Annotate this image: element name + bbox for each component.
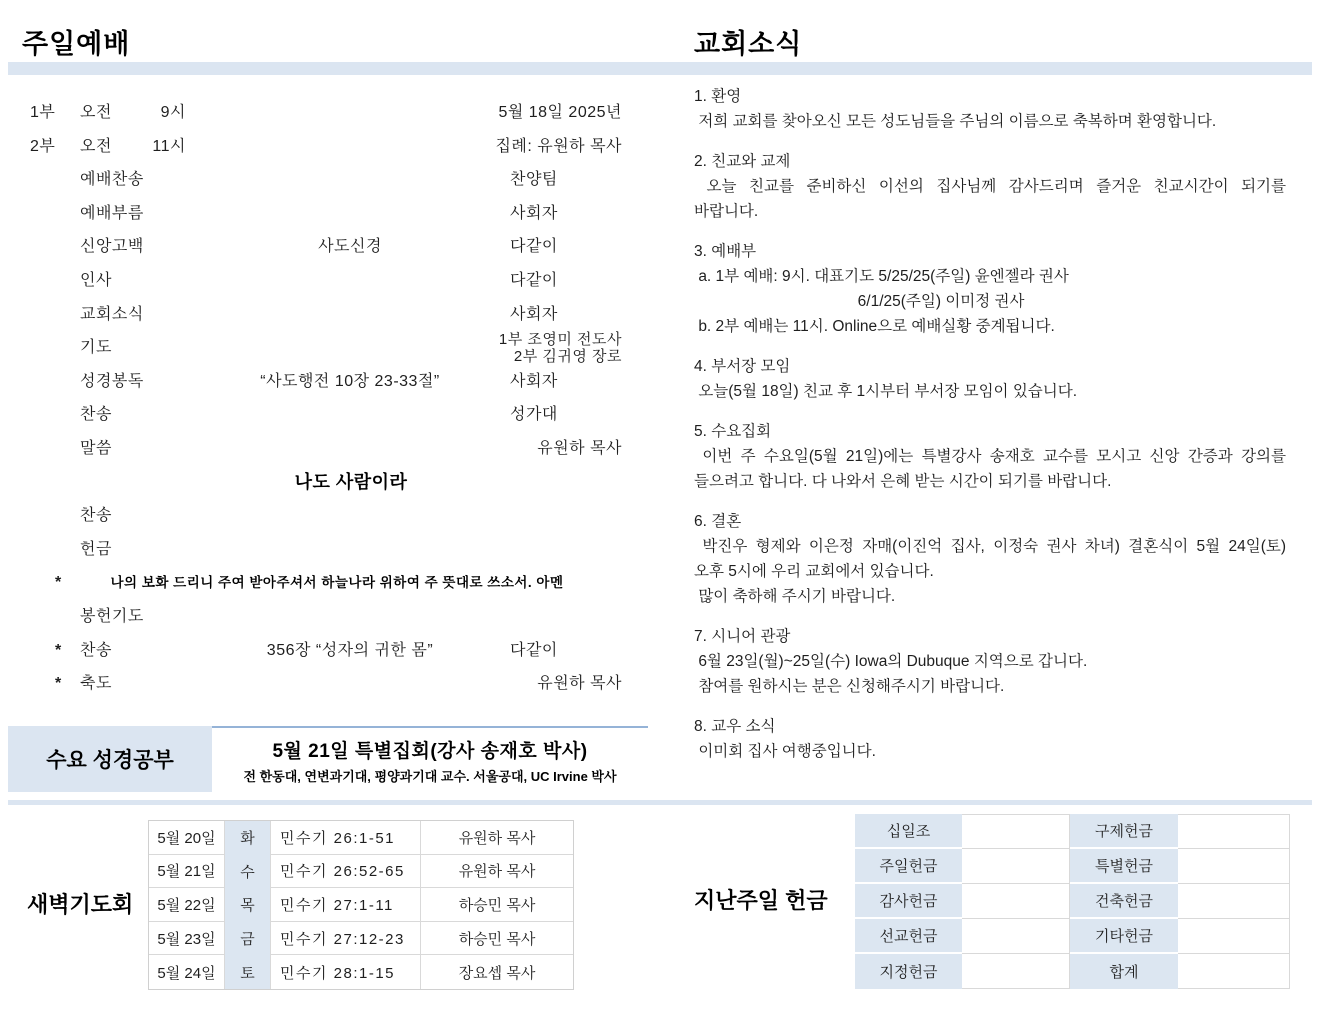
news-item-title: 5. 수요집회	[694, 423, 772, 440]
offering-category: 구제헌금	[1070, 814, 1178, 849]
order-role: 찬양팀	[510, 171, 558, 189]
order-label: 오전 9시	[80, 104, 186, 121]
dawn-passage: 민수기 27:12-23	[271, 922, 421, 956]
news-item-line: 박진우 형제와 이은정 자매(이진억 집사, 이정숙 권사 차녀) 결혼식이 5월 24일(토)	[694, 538, 1286, 555]
news-item	[694, 84, 1286, 134]
header-divider-bar	[8, 62, 1312, 75]
news-item-line: 들으려고 합니다. 다 나와서 은혜 받는 시간이 되기를 바랍니다.	[694, 473, 1112, 490]
worship-section-title: 주일예배	[22, 29, 131, 59]
order-label: 신앙고백	[80, 238, 144, 256]
dawn-day: 토	[225, 955, 271, 989]
sermon-title-row	[14, 466, 630, 500]
dawn-pastor: 장요셉 목사	[458, 964, 536, 982]
offering-prayer-text: 나의 보화 드리니 주여 받아주셔서 하늘나라 위하여 주 뜻대로 쓰소서. 아멘	[110, 575, 564, 591]
order-label: 봉헌기도	[80, 607, 144, 625]
news-item-line: 많이 축하해 주시기 바랍니다.	[694, 588, 896, 605]
news-item-line: 이미회 집사 여행중입니다.	[694, 743, 876, 760]
offering-category: 선교헌금	[855, 919, 962, 954]
worship-row-prayer	[14, 331, 630, 365]
offering-table	[855, 814, 1290, 989]
news-item	[694, 354, 1286, 404]
news-item-title: 8. 교우 소식	[694, 718, 776, 735]
asterisk-marker: *	[55, 641, 62, 659]
benediction-pastor: 유원하 목사	[537, 675, 622, 693]
order-label: 축도	[80, 675, 112, 693]
order-role: 다같이	[510, 238, 558, 256]
bible-study-section	[8, 726, 648, 792]
offering-category: 십일조	[855, 814, 962, 849]
order-role: 다같이	[510, 271, 558, 289]
news-item-line: 오늘(5월 18일) 친교 후 1시부터 부서장 모임이 있습니다.	[694, 383, 1078, 400]
news-item-line: 오후 5시에 우리 교회에서 있습니다.	[694, 563, 934, 580]
offering-amount	[962, 919, 1070, 954]
asterisk-marker: *	[55, 574, 62, 592]
dawn-pastor: 유원하 목사	[421, 821, 573, 855]
order-role: 사회자	[510, 204, 558, 222]
dawn-date: 5월 20일	[149, 821, 225, 855]
dawn-passage: 민수기 26:52-65	[271, 855, 421, 889]
service-part: 1부	[30, 104, 56, 121]
order-role: 사회자	[510, 305, 558, 323]
order-role: 다같이	[510, 641, 558, 659]
order-label: 말씀	[80, 439, 112, 457]
dawn-passage: 민수기 27:1-11	[271, 888, 421, 922]
offering-prayer-row	[14, 566, 630, 600]
worship-row	[14, 432, 630, 466]
order-label: 예배찬송	[80, 171, 144, 189]
dawn-date: 5월 22일	[149, 888, 225, 922]
offering-amount	[962, 884, 1070, 919]
news-item-title: 3. 예배부	[694, 243, 757, 260]
order-role: 성가대	[510, 406, 558, 424]
dawn-pastor: 유원하 목사	[421, 855, 573, 889]
dawn-pastor: 하승민 목사	[421, 922, 573, 956]
dawn-date: 5월 24일	[149, 955, 225, 989]
section-divider-bar	[8, 800, 1312, 805]
offering-category: 주일헌금	[855, 849, 962, 884]
offering-amount	[1178, 849, 1290, 884]
worship-row	[14, 600, 630, 634]
offering-category: 기타헌금	[1070, 919, 1178, 954]
news-item	[694, 714, 1286, 764]
news-item-title: 7. 시니어 관광	[694, 628, 791, 645]
news-item-line: 오늘 친교를 준비하신 이선의 집사님께 감사드리며 즐거운 친교시간이 되기를	[694, 178, 1286, 195]
worship-row	[14, 163, 630, 197]
preacher-name: 유원하 목사	[537, 439, 622, 457]
asterisk-marker: *	[55, 675, 62, 693]
order-label: 찬송	[80, 641, 112, 659]
scripture-reference: “사도행전 10장 23-33절”	[260, 372, 440, 390]
order-label: 인사	[80, 271, 112, 289]
news-item-line: 참여를 원하시는 분은 신청해주시기 바랍니다.	[694, 678, 1005, 695]
dawn-passage: 민수기 26:1-51	[271, 821, 421, 855]
order-label: 예배부름	[80, 204, 144, 222]
dawn-prayer-table	[148, 820, 574, 990]
service-part: 2부	[30, 137, 56, 155]
sermon-title: 나도 사람이라	[294, 471, 408, 492]
worship-row	[14, 230, 630, 264]
dawn-date: 5월 21일	[149, 855, 225, 889]
order-label: 성경봉독	[80, 372, 144, 390]
service-date: 5월 18일 2025년	[498, 104, 622, 121]
dawn-passage: 민수기 28:1-15	[271, 955, 421, 989]
news-item-title: 1. 환영	[694, 88, 742, 105]
order-label: 찬송	[80, 406, 112, 424]
offering-amount	[962, 954, 1070, 989]
offering-amount	[1178, 814, 1290, 849]
officiant: 집례: 유원하 목사	[495, 137, 622, 155]
news-item-line: 6/1/25(주일) 이미정 권사	[694, 293, 1025, 310]
worship-row	[14, 667, 630, 701]
order-label: 교회소식	[80, 305, 144, 323]
offering-category: 건축헌금	[1070, 884, 1178, 919]
dawn-day: 수	[225, 855, 271, 889]
order-label: 오전 11시	[80, 137, 186, 155]
worship-row	[14, 130, 630, 164]
worship-row	[14, 197, 630, 231]
worship-row	[14, 398, 630, 432]
offering-label: 지난주일 헌금	[694, 888, 828, 913]
offering-category: 특별헌금	[1070, 849, 1178, 884]
bible-study-title: 5월 21일 특별집회(강사 송재호 박사)	[272, 741, 588, 762]
worship-order	[14, 96, 630, 701]
bible-study-label: 수요 성경공부	[8, 726, 212, 792]
worship-row	[14, 298, 630, 332]
dawn-day: 목	[225, 888, 271, 922]
news-item-line: 저희 교회를 찾아오신 모든 성도님들을 주님의 이름으로 축복하며 환영합니다.	[694, 113, 1217, 130]
news-item-line: 이번 주 수요일(5월 21일)에는 특별강사 송재호 교수를 모시고 신앙 간증과 강의를	[694, 448, 1286, 465]
offering-category: 감사헌금	[855, 884, 962, 919]
offering-amount	[962, 849, 1070, 884]
worship-row	[14, 365, 630, 399]
worship-row	[14, 264, 630, 298]
offering-category: 합계	[1070, 954, 1178, 989]
order-label: 찬송	[80, 507, 112, 525]
hymn-title: 356장 “성자의 귀한 몸”	[266, 641, 434, 659]
order-detail: 사도신경	[318, 238, 382, 256]
bible-study-subtitle: 전 한동대, 연변과기대, 평양과기대 교수. 서울공대, UC Irvine 박사	[243, 769, 617, 784]
news-item-line: a. 1부 예배: 9시. 대표기도 5/25/25(주일) 윤엔젤라 권사	[694, 268, 1069, 285]
news-item-line: b. 2부 예배는 11시. Online으로 예배실황 중계됩니다.	[694, 318, 1055, 335]
worship-row	[14, 634, 630, 668]
order-label: 기도	[80, 339, 112, 357]
order-role: 사회자	[510, 372, 558, 390]
dawn-pastor: 하승민 목사	[421, 888, 573, 922]
news-section-title: 교회소식	[694, 29, 803, 59]
offering-amount	[1178, 954, 1290, 989]
worship-row	[14, 499, 630, 533]
offering-amount	[1178, 884, 1290, 919]
news-item-title: 6. 결혼	[694, 513, 742, 530]
offering-amount	[1178, 919, 1290, 954]
dawn-date: 5월 23일	[149, 922, 225, 956]
offering-amount	[962, 814, 1070, 849]
dawn-day: 화	[225, 821, 271, 855]
news-item-title: 2. 친교와 교제	[694, 153, 791, 170]
news-item-line: 6월 23일(월)~25일(수) Iowa의 Dubuque 지역으로 갑니다.	[694, 653, 1088, 670]
news-item	[694, 509, 1286, 609]
offering-category: 지정헌금	[855, 954, 962, 989]
prayer-leader-2: 2부 김귀영 장로	[513, 347, 622, 365]
news-item	[694, 624, 1286, 699]
news-item	[694, 419, 1286, 494]
worship-row	[14, 533, 630, 567]
news-item	[694, 239, 1286, 339]
church-news	[694, 84, 1286, 779]
dawn-day: 금	[225, 922, 271, 956]
order-label: 헌금	[80, 540, 112, 558]
dawn-prayer-label: 새벽기도회	[27, 892, 134, 917]
news-item-title: 4. 부서장 모임	[694, 358, 791, 375]
news-item-line: 바랍니다.	[694, 203, 759, 220]
bible-study-body	[212, 726, 648, 794]
news-item	[694, 149, 1286, 224]
prayer-leaders	[499, 331, 622, 365]
worship-row	[14, 96, 630, 130]
prayer-leader-1: 1부 조영미 전도사	[498, 330, 622, 348]
